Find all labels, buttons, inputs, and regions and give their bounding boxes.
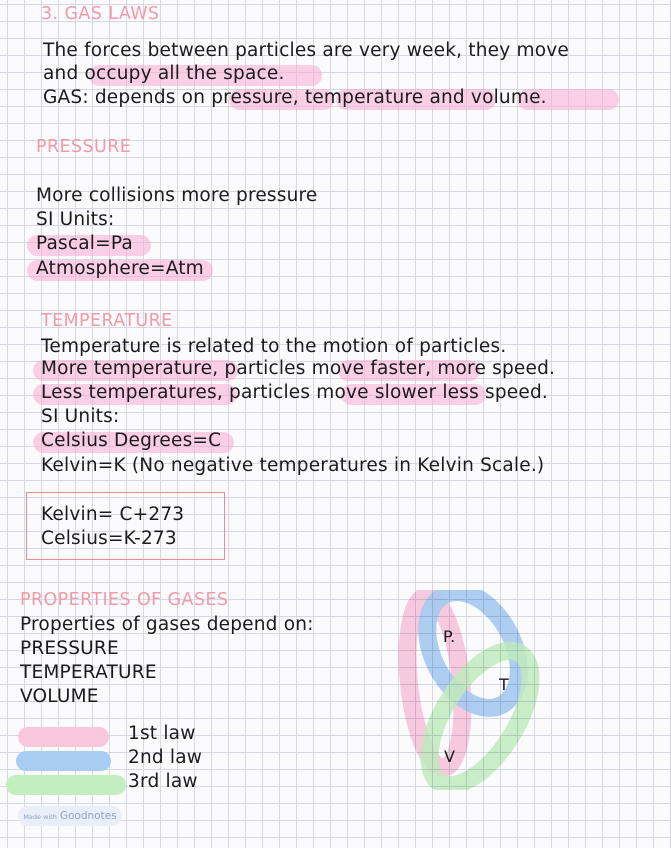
property-temperature: TEMPERATURE bbox=[20, 662, 157, 683]
gas-laws-line-1: The forces between particles are very week, they move bbox=[43, 40, 569, 61]
temperature-line-3: Less temperatures, particles move slower less speed. bbox=[41, 382, 548, 403]
property-volume: VOLUME bbox=[20, 686, 99, 707]
badge-prefix: Made with bbox=[23, 813, 57, 821]
property-pressure: PRESSURE bbox=[20, 638, 119, 659]
temperature-line-4: SI Units: bbox=[41, 406, 120, 427]
section-heading-pressure: PRESSURE bbox=[36, 137, 132, 157]
formula-celsius: Celsius=K-273 bbox=[41, 528, 177, 549]
pressure-line-4: Atmosphere=Atm bbox=[36, 258, 204, 279]
label-t: T bbox=[499, 675, 509, 694]
temperature-line-5: Celsius Degrees=C bbox=[41, 430, 222, 451]
legend-swatch-2nd-law bbox=[16, 751, 111, 771]
badge-brand: Goodnotes bbox=[59, 810, 117, 822]
section-heading-temperature: TEMPERATURE bbox=[41, 311, 173, 331]
pressure-line-1: More collisions more pressure bbox=[36, 185, 318, 206]
gas-laws-line-3: GAS: depends on pressure, temperature and volume. bbox=[43, 87, 547, 108]
properties-line-1: Properties of gases depend on: bbox=[20, 614, 314, 635]
pressure-line-3: Pascal=Pa bbox=[36, 233, 133, 254]
gas-laws-venn-diagram bbox=[395, 590, 545, 790]
section-heading-gas-laws: 3. GAS LAWS bbox=[41, 4, 160, 24]
legend-swatch-1st-law bbox=[18, 727, 109, 747]
temperature-line-6: Kelvin=K (No negative temperatures in Kelvin Scale.) bbox=[41, 455, 545, 476]
temperature-line-1: Temperature is related to the motion of particles. bbox=[41, 336, 507, 357]
label-v: V bbox=[444, 747, 455, 766]
section-heading-properties: PROPERTIES OF GASES bbox=[20, 590, 229, 610]
legend-label-2nd-law: 2nd law bbox=[128, 747, 203, 768]
legend-label-3rd-law: 3rd law bbox=[128, 771, 198, 792]
label-p: P. bbox=[443, 627, 456, 646]
made-with-goodnotes-badge[interactable] bbox=[18, 806, 122, 826]
formula-kelvin: Kelvin= C+273 bbox=[41, 504, 185, 525]
gas-laws-line-2: and occupy all the space. bbox=[43, 63, 285, 84]
legend-label-1st-law: 1st law bbox=[128, 723, 196, 744]
pressure-line-2: SI Units: bbox=[36, 209, 115, 230]
legend-swatch-3rd-law bbox=[6, 775, 126, 795]
temperature-line-2: More temperature, particles move faster, more speed. bbox=[41, 358, 556, 379]
